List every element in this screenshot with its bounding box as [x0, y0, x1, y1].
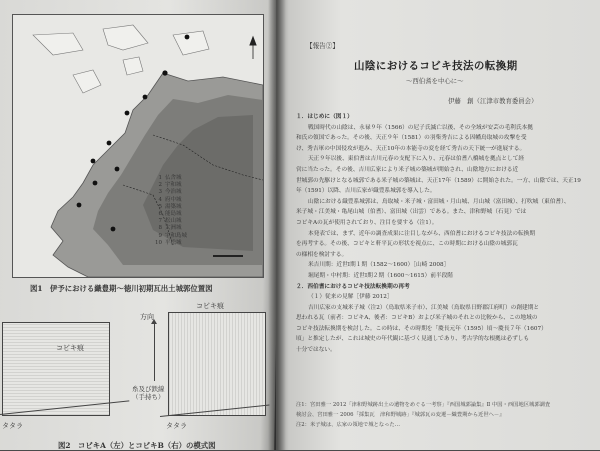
body-line: コビキAの瓦が使用されており、注目を要する（注1）。 — [296, 219, 438, 226]
castle-marker — [77, 203, 82, 208]
body-line: 年（1591）以降、吉川広家が織豊系城郭を導入した。 — [296, 188, 436, 195]
article-title: 山陰におけるコビキ技法の転換期 — [354, 60, 518, 72]
north-arrow-icon — [250, 37, 256, 59]
map-drawing — [13, 15, 263, 277]
castle-marker — [185, 35, 190, 40]
legend-row: 9 宇和島城 — [158, 232, 188, 239]
legend-row: 7 松山城 — [158, 218, 182, 225]
castle-marker — [125, 111, 130, 116]
kobiki-a-diagram — [2, 322, 110, 416]
footnote: 注2：米子城は、広家の領地で城となった… — [296, 422, 401, 428]
body-line: 堀尾期・中村期：近世Ⅰ期２期（1600～1615）前半段階 — [308, 272, 453, 279]
section-heading: １．はじめに（図１） — [296, 114, 353, 120]
body-line: 頃」と推定したが、これは城史の年代観に基づく見通しであり、考古学的な根拠は必ずしも — [296, 336, 530, 343]
body-line: 山陰における織豊系城郭は、鳥取城・米子城・富田城・月山城、月山城（富田城）、打吹城（東伯耆）、 — [308, 198, 570, 205]
figure1-caption: 図1 伊予における織豊期～徳川初期瓦出土城郭位置図 — [30, 284, 213, 293]
body-line: 十分ではない。 — [296, 347, 336, 354]
thread-label: 糸及び鉄線 （手持ち） — [132, 385, 165, 401]
body-line: の様相を検討する。 — [296, 251, 348, 258]
legend-row: 10 平松城 — [155, 239, 182, 246]
kobiki-b-diagram — [168, 312, 266, 416]
footnotes — [296, 400, 596, 430]
castle-marker — [143, 95, 148, 100]
footnote: 注1：宮田雅一 2012「津和野城跡出土の遺物をめぐる一考察」『西国城郭論集』Ⅱ 中国・西国地区城郭調査 — [296, 402, 551, 408]
castle-marker — [111, 227, 116, 232]
legend-row: 4 府中城 — [158, 196, 182, 203]
body-line: （１）従来の見解［伊藤 2012］ — [308, 294, 393, 301]
body-line: 天正９年以後、東伯耆は吉川元春の支配下に入り、元春は伯耆八橋城を拠点として経 — [308, 156, 525, 163]
body-line: 米吉川期：近世Ⅰ期１期（1582～1600）［山崎 2008］ — [308, 262, 450, 269]
tatara-label-b: タタラ — [166, 422, 187, 430]
footnote: 検討会、宮田雅一 2006「採集瓦 津和野城跡」『城郭瓦の変遷－織豊期から近世へ－』 — [296, 412, 505, 418]
map-legend — [153, 175, 217, 247]
article-subtitle: ～西伯耆を中心に～ — [406, 77, 464, 85]
article-body — [296, 112, 596, 356]
castle-marker — [107, 141, 112, 146]
body-line: 戦国時代の山陰は、永禄９年（1566）の尼子氏滅亡以後、その全域が安芸の毛利氏本拠 — [308, 124, 533, 131]
body-line: 本発表では、まず、近年の調査成果に注目しながら、西伯耆におけるコビキ技法の転換期 — [308, 230, 536, 237]
body-line: コビキ技法転換期を検討した。この時は、その時期を「慶長元年（1595）頃～慶長７年（1607） — [296, 325, 547, 332]
figure2-caption: 図2 コビキA（左）とコビキB（右）の模式図 — [58, 441, 216, 450]
body-line: け、秀吉軍の中国侵攻が進み、天正10年の本能寺の変を経て秀吉の天下統一が進展する。 — [296, 145, 526, 152]
body-line: 和氏の領国であった。その後、天正９年（1581）の羽柴秀吉による因幡鳥取城の攻撃を受 — [296, 135, 527, 142]
body-line: 世城郭の先駆けとなる城郭である米子城の築城は、天正17年（1589）に開始された。一方、山陰では、天正19 — [296, 177, 581, 184]
section-heading: ２．西伯耆におけるコビキ技法転換期の再考 — [296, 283, 410, 290]
report-tag: 【報告②】 — [306, 42, 339, 50]
direction-label: 方向 — [140, 313, 154, 321]
legend-row: 5 湯築城 — [158, 203, 182, 210]
article-author: 伊藤 創（江津市教育委員会） — [448, 97, 538, 105]
tatara-label-a: タタラ — [2, 422, 23, 430]
legend-row: 3 今治城 — [158, 189, 182, 196]
castle-marker — [91, 159, 96, 164]
legend-row: 8 大洲城 — [158, 225, 182, 232]
castle-location-map — [12, 14, 264, 278]
body-line: 吉川広家の支城米子城（注2）（鳥取県米子市）、江美城（鳥取県日野郡江府町）の創建期と — [308, 304, 540, 311]
body-line: 米子城・江美城・亀尾山城（伯耆）、富田城（出雲）である。また、津和野城（石見）では — [296, 209, 527, 216]
kobiki-b-label: コビキ痕 — [196, 302, 224, 310]
castle-marker — [93, 181, 98, 186]
body-line: 営に当たった。その後、吉川広家により米子城の築城が開始され、山陰地方における近 — [296, 166, 519, 173]
kobiki-a-label: コビキ痕 — [56, 344, 84, 352]
scale-bar — [213, 255, 243, 257]
legend-row: 1 仏舎城 — [158, 175, 182, 181]
figure2-schematic — [0, 300, 282, 450]
body-line: 思われる瓦（前者：コビキA、後者：コビキB）および米子城のそれとの比較から、この地域の — [296, 315, 538, 322]
legend-row: 6 能島城 — [158, 211, 182, 218]
legend-row: 2 宇和城 — [158, 182, 182, 189]
castle-marker — [162, 70, 167, 75]
direction-arrow — [154, 323, 155, 381]
body-line: を再考する。その後、コビキと軒平瓦の形状を視点に、この時期における山陰の城郭瓦 — [296, 241, 518, 248]
castle-marker — [115, 167, 120, 172]
